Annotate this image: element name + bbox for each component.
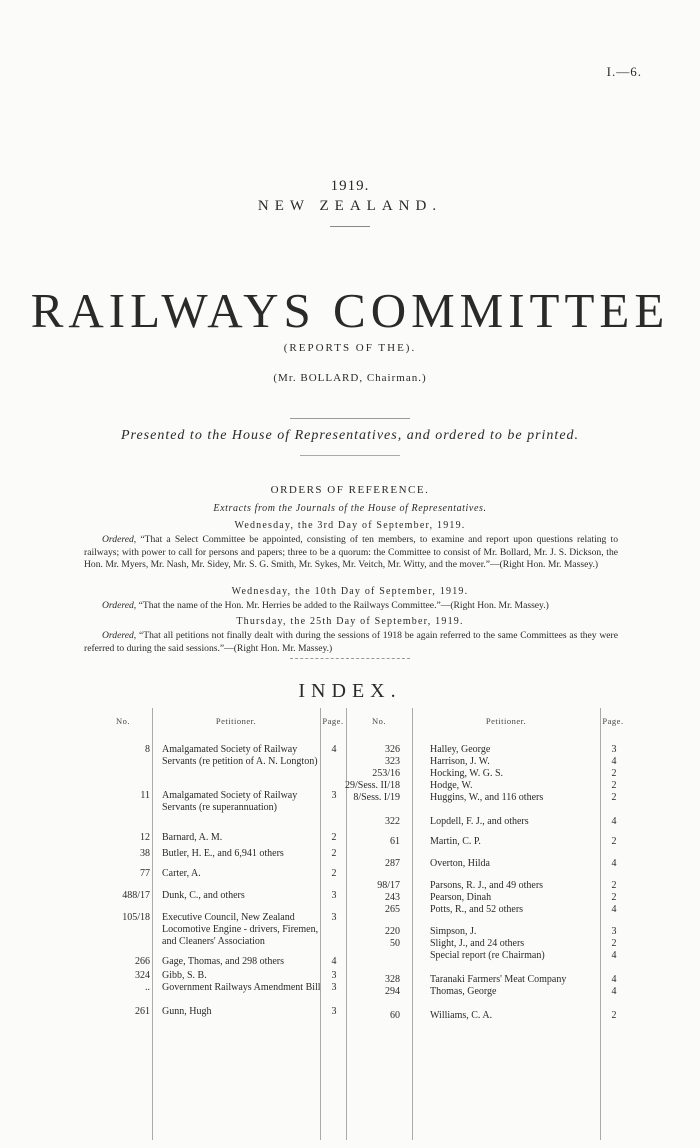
- index-number: 324: [135, 970, 150, 981]
- index-number: 328: [385, 974, 400, 985]
- index-number: 266: [135, 956, 150, 967]
- index-petitioner: Taranaki Farmers' Meat Company: [430, 974, 567, 985]
- header-page: Page.: [602, 716, 624, 726]
- index-petitioner: Gage, Thomas, and 298 others: [162, 956, 285, 967]
- index-number: 61: [390, 836, 400, 847]
- index-number: 243: [385, 892, 400, 903]
- presented-line: Presented to the House of Representatives, and ordered to be printed.: [120, 428, 580, 443]
- index-number: 77: [140, 868, 150, 879]
- index-number: 265: [385, 904, 400, 915]
- index-table: [94, 708, 626, 1140]
- header-petitioner: Petitioner.: [485, 716, 527, 726]
- index-petitioner: Williams, C. A.: [430, 1010, 493, 1021]
- index-page: 4: [611, 904, 617, 915]
- index-page: 3: [331, 970, 337, 981]
- index-page: 3: [611, 744, 617, 755]
- index-number: 326: [385, 744, 400, 755]
- index-petitioner: Pearson, Dinah: [430, 892, 492, 903]
- index-petitioner: Government Railways Amendment Bill: [162, 982, 321, 993]
- index-number: 98/17: [377, 880, 400, 891]
- document-reference: I.—6.: [606, 64, 642, 79]
- divider: [330, 226, 370, 227]
- index-page: 2: [611, 780, 617, 791]
- header-no: No.: [115, 716, 130, 726]
- index-petitioner: Overton, Hilda: [430, 858, 490, 869]
- index-page: 3: [611, 926, 617, 937]
- index-page: 3: [331, 912, 337, 923]
- index-petitioner: Hocking, W. G. S.: [430, 768, 504, 779]
- order-date: Wednesday, the 3rd Day of September, 1919.: [234, 520, 466, 531]
- order-date: Thursday, the 25th Day of September, 1919.: [236, 616, 464, 627]
- index-petitioner: Parsons, R. J., and 49 others: [430, 880, 544, 891]
- index-petitioner: Halley, George: [430, 744, 491, 755]
- order-text: “That the name of the Hon. Mr. Herries be added to the Railways Committee.”—(Right Hon. Mr. Massey.): [138, 600, 549, 611]
- index-page: 2: [611, 892, 617, 903]
- index-petitioner: Gibb, S. B.: [162, 970, 207, 981]
- index-petitioner: Potts, R., and 52 others: [430, 904, 524, 915]
- divider: [300, 455, 400, 456]
- index-number: ..: [145, 982, 150, 993]
- index-number: 322: [385, 816, 400, 827]
- column-rule: [600, 708, 601, 1140]
- index-number: 50: [390, 938, 400, 949]
- index-petitioner: Gunn, Hugh: [162, 1006, 212, 1017]
- index-number: 294: [385, 986, 400, 997]
- index-page: 3: [331, 1006, 337, 1017]
- orders-heading: ORDERS OF REFERENCE.: [270, 484, 430, 496]
- order-text: “That all petitions not finally dealt with during the sessions of 1918 be again referred to the same Committees as they were referred to during the said sessions.”—(Right Hon. Mr. Massey.): [84, 630, 618, 654]
- index-page: 2: [331, 848, 337, 859]
- index-page: 4: [331, 956, 337, 967]
- order-paragraph: [84, 534, 618, 572]
- index-page: 2: [611, 768, 617, 779]
- column-rule: [412, 708, 413, 1140]
- index-petitioner: Amalgamated Society of Railway Servants (re petition of A. N. Longton): [162, 744, 318, 767]
- index-petitioner: Hodge, W.: [430, 780, 473, 791]
- index-page: 4: [611, 950, 617, 961]
- index-petitioner: Lopdell, F. J., and others: [430, 816, 529, 827]
- index-page: 4: [331, 744, 337, 755]
- index-number: 323: [385, 756, 400, 767]
- index-number: 253/16: [372, 768, 400, 779]
- index-page: 3: [331, 890, 337, 901]
- index-petitioner: Dunk, C., and others: [162, 890, 245, 901]
- index-page: 3: [331, 790, 337, 801]
- index-petitioner: Special report (re Chairman): [430, 950, 545, 961]
- index-petitioner: Barnard, A. M.: [162, 832, 223, 843]
- column-rule: [152, 708, 153, 1140]
- index-number: 488/17: [122, 890, 150, 901]
- index-petitioner: Simpson, J.: [430, 926, 477, 937]
- order-paragraph: [84, 600, 618, 613]
- index-page: 2: [331, 868, 337, 879]
- index-page: 2: [611, 792, 617, 803]
- page-title: RAILWAYS COMMITTEE: [30, 283, 670, 338]
- order-lead: Ordered,: [102, 600, 137, 611]
- index-petitioner: Martin, C. P.: [430, 836, 481, 847]
- index-number: 11: [140, 790, 150, 801]
- index-petitioner: Huggins, W., and 116 others: [430, 792, 544, 803]
- index-petitioner: Carter, A.: [162, 868, 201, 879]
- index-number: 60: [390, 1010, 400, 1021]
- divider: [290, 658, 410, 659]
- index-number: 12: [140, 832, 150, 843]
- order-paragraph: [84, 630, 618, 655]
- order-lead: Ordered,: [102, 534, 137, 545]
- divider: [290, 418, 410, 419]
- index-page: 2: [611, 938, 617, 949]
- year: 1919.: [330, 178, 370, 194]
- index-petitioner: Butler, H. E., and 6,941 others: [162, 848, 284, 859]
- index-title: INDEX.: [298, 680, 402, 702]
- index-page: 4: [611, 756, 617, 767]
- index-page: 2: [611, 880, 617, 891]
- index-number: 105/18: [122, 912, 150, 923]
- index-petitioner: Harrison, J. W.: [430, 756, 490, 767]
- index-number: 38: [140, 848, 150, 859]
- index-page: 4: [611, 974, 617, 985]
- header-page: Page.: [322, 716, 344, 726]
- index-number: 29/Sess. II/18: [345, 780, 400, 791]
- index-number: 287: [385, 858, 400, 869]
- order-lead: Ordered,: [102, 630, 137, 641]
- subtitle: (REPORTS OF THE).: [283, 342, 417, 354]
- index-page: 2: [611, 836, 617, 847]
- index-petitioner: Thomas, George: [430, 986, 497, 997]
- index-petitioner: Amalgamated Society of Railway Servants (re superannuation): [162, 790, 298, 813]
- index-page: 4: [611, 858, 617, 869]
- extracts-line: Extracts from the Journals of the House of Representatives.: [213, 503, 487, 514]
- index-page: 4: [611, 986, 617, 997]
- header-no: No.: [371, 716, 386, 726]
- country: NEW ZEALAND.: [257, 198, 443, 214]
- index-page: 3: [331, 982, 337, 993]
- order-text: “That a Select Committee be appointed, consisting of ten members, to examine and report upon questions relating to railways; with power to call for persons and papers; three to be a quorum: the Committee to consist of Mr. Bollard, Mr. J. S. Dickson, the Hon. Mr. Myers, Mr. Nash, Mr. Sidey, Mr. S. G. Smith, Mr. Sykes, Mr. Veitch, Mr. Witty, and the mover.”—(Right Hon. Mr. Massey.): [84, 534, 618, 570]
- index-number: 8/Sess. I/19: [353, 792, 400, 803]
- index-petitioner: Executive Council, New Zealand Locomotive Engine - drivers, Firemen, and Cleaners' Association: [162, 912, 319, 947]
- index-number: 8: [145, 744, 150, 755]
- index-number: 220: [385, 926, 400, 937]
- index-page: 2: [331, 832, 337, 843]
- index-petitioner: Slight, J., and 24 others: [430, 938, 525, 949]
- index-number: 261: [135, 1006, 150, 1017]
- header-petitioner: Petitioner.: [215, 716, 257, 726]
- index-page: 2: [611, 1010, 617, 1021]
- index-page: 4: [611, 816, 617, 827]
- chairman: (Mr. BOLLARD, Chairman.): [273, 372, 427, 384]
- order-date: Wednesday, the 10th Day of September, 1919.: [231, 586, 469, 597]
